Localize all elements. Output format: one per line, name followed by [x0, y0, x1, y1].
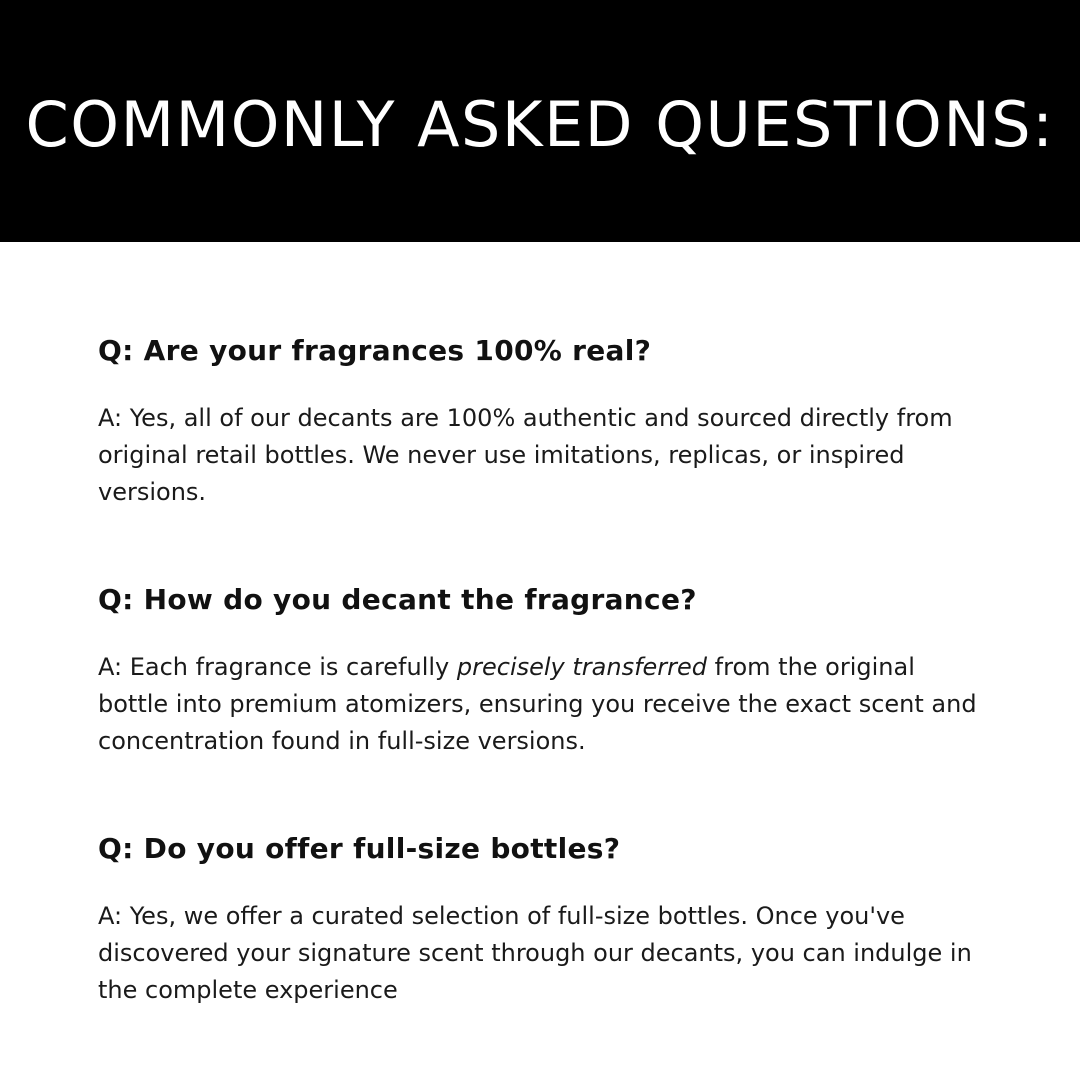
- faq-item: [98, 511, 982, 760]
- header-banner: [0, 0, 1080, 242]
- faq-answer: A: Yes, all of our decants are 100% authentic and sourced directly from original retail bottles. We never use imitations, replicas, or inspired versions.: [98, 403, 953, 506]
- faq-answer: A: Yes, we offer a curated selection of full-size bottles. Once you've discovered your signature scent through our decants, you can indulge in the complete experience: [98, 901, 972, 1005]
- faq-content: [0, 242, 1080, 1009]
- faq-question: Q: How do you decant the fragrance?: [98, 583, 697, 617]
- faq-item: [98, 760, 982, 1009]
- faq-answer-text-after: from the original bottle into premium atomizers, ensuring you receive the exact scent and concentration found in full-size versions.: [98, 652, 977, 756]
- faq-item: [98, 242, 982, 511]
- faq-answer: [98, 649, 982, 761]
- faq-answer-emphasis: precisely transferred: [456, 652, 708, 681]
- page-title: COMMONLY ASKED QUESTIONS:: [25, 88, 1055, 161]
- faq-question: Q: Do you offer full-size bottles?: [98, 832, 621, 866]
- faq-answer-text-before: A: Each fragrance is carefully: [98, 652, 457, 681]
- faq-question: Q: Are your fragrances 100% real?: [98, 334, 652, 367]
